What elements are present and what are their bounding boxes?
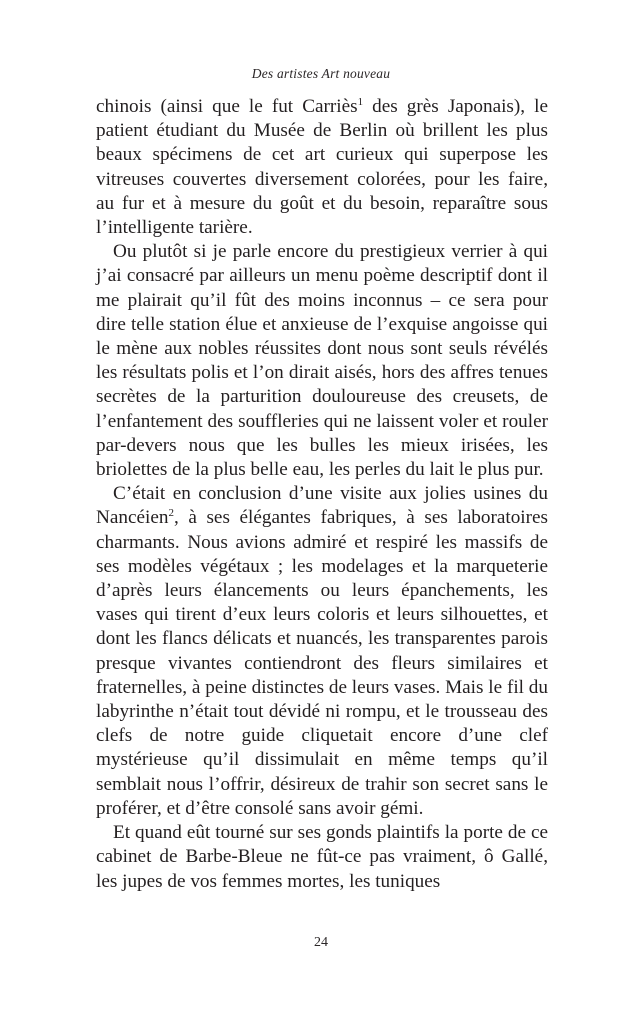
paragraph-1-start: chinois (ainsi que le fut Carriès [96, 96, 358, 117]
paragraph-3-start: C’était en conclusion d’une visite aux jolies usines du Nancéien [96, 483, 548, 529]
paragraph-4: Et quand eût tourné sur ses gonds plaintifs la porte de ce cabinet de Barbe-Bleue ne fût-ce pas vraiment, ô Gallé, les jupes de vos femmes mortes, les tuniques [96, 822, 548, 892]
paragraph-3 [96, 482, 548, 821]
footnote-marker-2: 2 [168, 507, 174, 520]
paragraph-1-end: des grès Japonais), le patient étudiant du Musée de Berlin où brillent les plus beaux spécimens de cet art curieux qui superpose les vitreuses couvertes diversement colorées, pour les faire, au fur et à mesure du goût et du besoin, reparaître sous l’intelligente tarière. [96, 96, 548, 239]
body-text [96, 95, 548, 894]
paragraph-2: Ou plutôt si je parle encore du prestigieux verrier à qui j’ai consacré par ailleurs un menu poème descriptif dont il me plairait qu’il fût des moins inconnus – ce sera pour dire telle station élue et anxieuse de l’exquise angoisse qui le mène aux nobles réussites dont nous sont seuls révélés les résultats polis et l’on dirait aisés, hors des affres tenues secrètes de la parturition douloureuse des creusets, de l’enfantement des souffleries qui ne laissent voler et rouler par-devers nous que les bulles les mieux irisées, les briolettes de la plus belle eau, les perles du lait le plus pur. [96, 241, 548, 481]
paragraph-3-end: , à ses élégantes fabriques, à ses laboratoires charmants. Nous avions admiré et respiré les massifs de ses modèles végétaux ; les modelages et la marqueterie d’après leurs élancements ou leurs épanchements, les vases qui tirent d’eux leurs coloris et leurs silhouettes, et dont les flancs délicats et nuancés, les transparentes parois presque vivantes contiendront des fleurs similaires et fraternelles, à peine distinctes de leurs vases. Mais le fil du labyrinthe n’était tout dévidé ni rompu, et le trousseau des clefs de notre guide cliquetait encore d’une clef mystérieuse qu’il dissimulait en même temps qu’il semblait nous l’offrir, désireux de trahir son secret sans le proférer, et d’être consolé sans avoir gémi. [96, 507, 548, 819]
footnote-marker-1: 1 [357, 96, 364, 108]
page-number: 24 [314, 935, 328, 950]
paragraph-1 [96, 95, 548, 240]
running-header: Des artistes Art nouveau [251, 66, 391, 81]
